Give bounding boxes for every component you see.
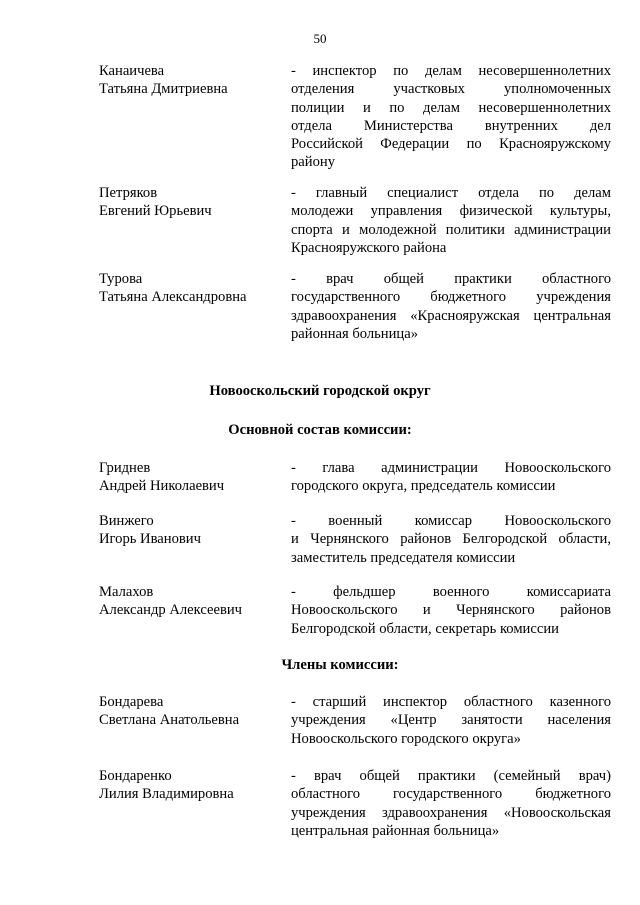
person-name xyxy=(99,62,279,99)
role-line: - глава администрации Новооскольского xyxy=(291,460,611,476)
members-heading: Члены комиссии: xyxy=(281,657,399,673)
position-description xyxy=(291,583,611,638)
role-line: - врач общей практики областного xyxy=(291,271,611,287)
role-line: молодежи управления физической культуры, xyxy=(291,203,611,220)
position-description xyxy=(291,184,611,257)
role-line: - старший инспектор областного казенного xyxy=(291,694,611,710)
given-names: Лилия Владимировна xyxy=(99,786,234,803)
given-names: Татьяна Дмитриевна xyxy=(99,81,228,98)
role-line: районная больница» xyxy=(291,325,419,342)
position-description xyxy=(291,512,611,567)
role-line: отделения участковых уполномоченных xyxy=(291,81,611,98)
role-line: Новооскольского городского округа» xyxy=(291,730,521,747)
person-name xyxy=(99,184,279,221)
position-description xyxy=(291,459,611,496)
role-line: центральная районная больница» xyxy=(291,822,500,839)
role-line: Российской Федерации по Краснояружскому xyxy=(291,136,611,153)
surname: Гриднев xyxy=(99,460,151,476)
position-description xyxy=(291,270,611,343)
person-name xyxy=(99,767,279,804)
role-line: здравоохранения «Краснояружская центральная xyxy=(291,307,611,324)
person-name xyxy=(99,270,279,307)
role-line: - фельдшер военного комиссариата xyxy=(291,584,611,600)
page-number: 50 xyxy=(313,31,327,46)
role-line: полиции и по делам несовершеннолетних xyxy=(291,99,611,116)
role-line: району xyxy=(291,154,335,171)
surname: Бондарева xyxy=(99,694,164,710)
given-names: Светлана Анатольевна xyxy=(99,712,240,729)
role-line: - врач общей практики (семейный врач) xyxy=(291,768,611,784)
given-names: Андрей Николаевич xyxy=(99,478,225,495)
role-line: - инспектор по делам несовершеннолетних xyxy=(291,63,611,79)
role-line: государственного бюджетного учреждения xyxy=(291,289,611,306)
surname: Винжего xyxy=(99,513,154,529)
main-composition-heading: Основной состав комиссии: xyxy=(228,422,412,438)
given-names: Евгений Юрьевич xyxy=(99,203,212,220)
role-line: учреждения «Центр занятости населения xyxy=(291,712,611,729)
role-line: отдела Министерства внутренних дел xyxy=(291,117,611,134)
role-line: областного государственного бюджетного xyxy=(291,786,611,803)
position-description xyxy=(291,767,611,840)
role-line: и Чернянского районов Белгородской области, xyxy=(291,531,611,548)
person-name xyxy=(99,512,279,549)
role-line: спорта и молодежной политики администрации xyxy=(291,221,611,238)
surname: Малахов xyxy=(99,584,154,600)
person-name xyxy=(99,693,279,730)
role-line: заместитель председателя комиссии xyxy=(291,549,516,566)
role-line: Краснояружского района xyxy=(291,239,447,256)
surname: Бондаренко xyxy=(99,768,172,784)
role-line: - военный комиссар Новооскольского xyxy=(291,513,611,529)
surname: Турова xyxy=(99,271,143,287)
role-line: Белгородской области, секретарь комиссии xyxy=(291,620,559,637)
role-line: учреждения здравоохранения «Новооскольская xyxy=(291,804,611,821)
given-names: Игорь Иванович xyxy=(99,531,201,548)
position-description xyxy=(291,62,611,172)
district-heading: Новооскольский городской округ xyxy=(209,383,431,399)
surname: Канаичева xyxy=(99,63,165,79)
role-line: городского округа, председатель комиссии xyxy=(291,478,556,495)
role-line: - главный специалист отдела по делам xyxy=(291,185,611,201)
person-name xyxy=(99,459,279,496)
given-names: Александр Алексеевич xyxy=(99,602,243,619)
role-line: Новооскольского и Чернянского районов xyxy=(291,602,611,619)
position-description xyxy=(291,693,611,748)
person-name xyxy=(99,583,279,620)
surname: Петряков xyxy=(99,185,158,201)
given-names: Татьяна Александровна xyxy=(99,289,247,306)
